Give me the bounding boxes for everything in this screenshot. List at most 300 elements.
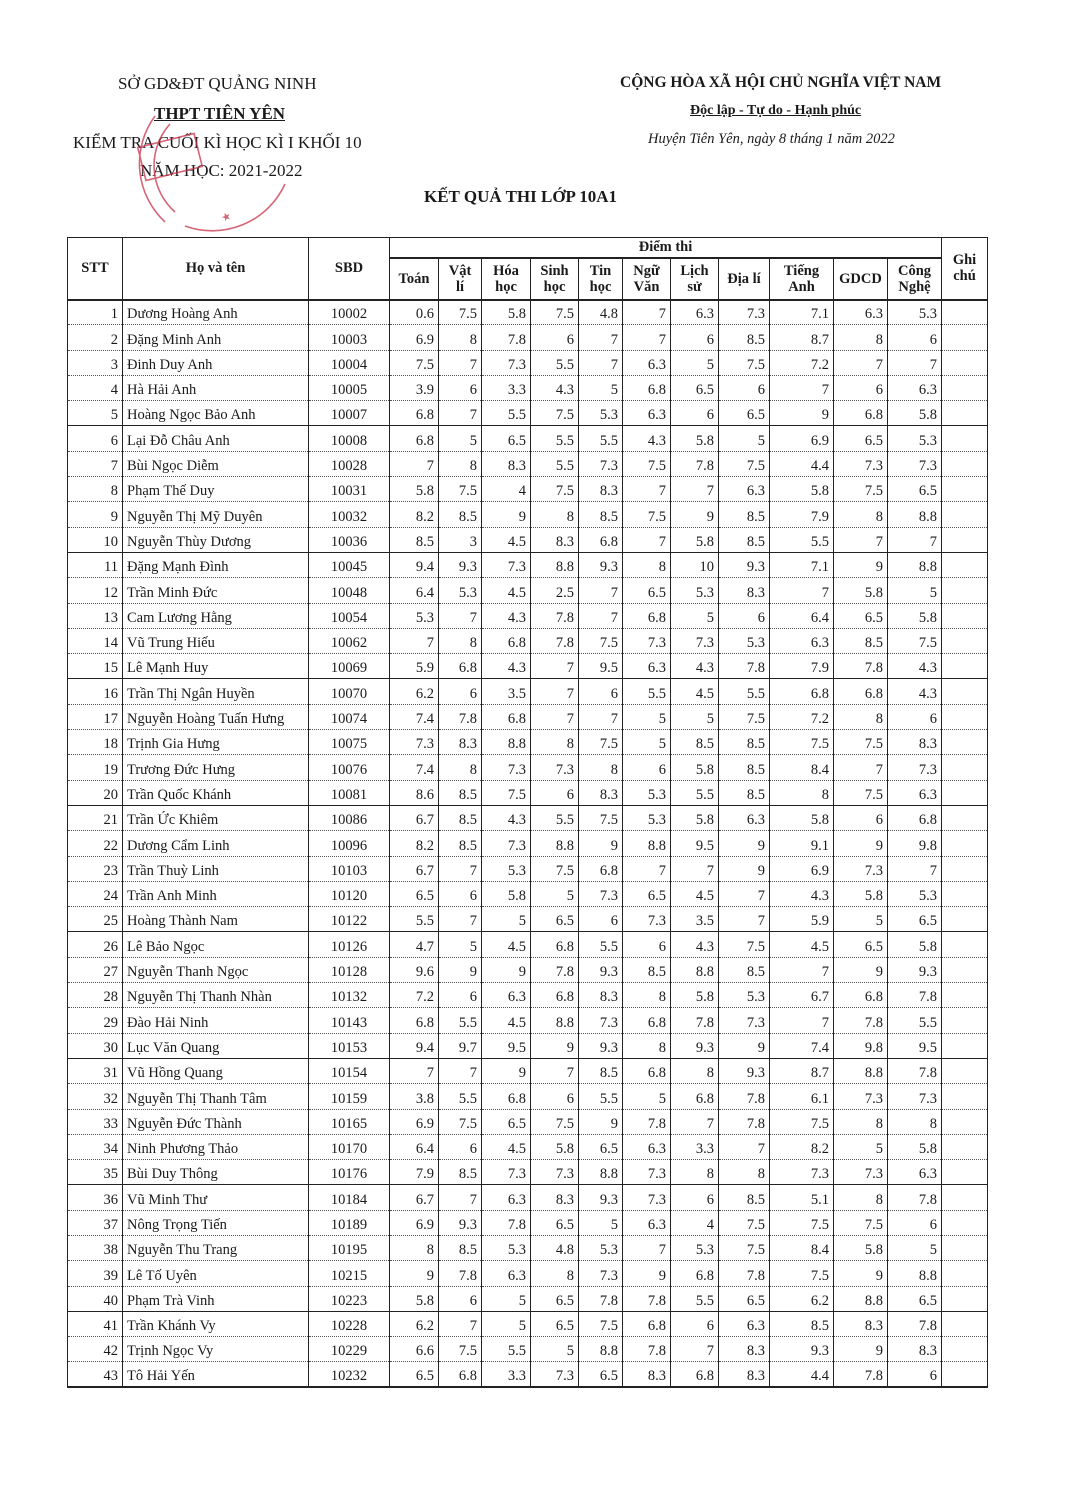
score-cell: 7.8	[482, 1210, 531, 1235]
note-cell	[942, 401, 988, 426]
score-cell: 7.5	[834, 477, 888, 502]
score-cell: 7.5	[439, 1337, 482, 1362]
score-cell: 4.3	[531, 375, 579, 400]
score-cell: 5.8	[531, 1134, 579, 1159]
score-cell: 7	[531, 679, 579, 704]
score-cell: 7	[770, 375, 834, 400]
score-cell: 7	[770, 578, 834, 603]
score-cell: 7.3	[482, 350, 531, 375]
document-title: KẾT QUẢ THI LỚP 10A1	[424, 187, 618, 206]
header-subject: Tin học	[579, 258, 623, 300]
sbd-cell: 10154	[309, 1058, 390, 1083]
score-cell: 6.8	[834, 679, 888, 704]
score-cell: 6	[671, 1185, 719, 1210]
score-cell: 7.3	[579, 1261, 623, 1286]
score-cell: 7.8	[671, 451, 719, 476]
score-cell: 6.3	[623, 1134, 671, 1159]
score-cell: 7.3	[482, 1160, 531, 1185]
score-cell: 8.8	[579, 1160, 623, 1185]
score-cell: 9	[834, 957, 888, 982]
header-subject: Toán	[390, 258, 439, 300]
score-cell: 7.8	[439, 704, 482, 729]
score-cell: 7	[770, 1008, 834, 1033]
score-cell: 5	[482, 1311, 531, 1336]
score-cell: 8.5	[439, 1160, 482, 1185]
note-cell	[942, 831, 988, 856]
score-cell: 7	[439, 856, 482, 881]
score-cell: 7	[579, 325, 623, 350]
score-cell: 7.3	[770, 1160, 834, 1185]
score-cell: 4.3	[671, 654, 719, 679]
score-cell: 7.3	[579, 451, 623, 476]
score-cell: 5.9	[390, 654, 439, 679]
score-cell: 7.2	[390, 983, 439, 1008]
sbd-cell: 10170	[309, 1134, 390, 1159]
score-cell: 7	[439, 907, 482, 932]
score-cell: 6.8	[482, 1084, 531, 1109]
header-name: Họ và tên	[123, 238, 309, 300]
score-cell: 5.8	[390, 1286, 439, 1311]
score-cell: 5	[623, 730, 671, 755]
score-cell: 8	[439, 325, 482, 350]
score-cell: 7.8	[623, 1109, 671, 1134]
note-cell	[942, 957, 988, 982]
score-cell: 9.6	[390, 957, 439, 982]
score-cell: 9.8	[834, 1033, 888, 1058]
stt-cell: 24	[68, 881, 123, 906]
student-name-cell: Vũ Trung Hiếu	[123, 628, 309, 653]
score-cell: 7.2	[770, 350, 834, 375]
table-row	[68, 1033, 988, 1058]
sbd-cell: 10086	[309, 805, 390, 830]
score-cell: 6.9	[390, 325, 439, 350]
score-cell: 8.5	[439, 831, 482, 856]
table-row	[68, 881, 988, 906]
stt-cell: 22	[68, 831, 123, 856]
note-cell	[942, 1109, 988, 1134]
note-cell	[942, 375, 988, 400]
table-row	[68, 907, 988, 932]
header-subject: Tiếng Anh	[770, 258, 834, 300]
score-cell: 7.5	[834, 1210, 888, 1235]
score-cell: 6.5	[531, 1311, 579, 1336]
score-cell: 8.5	[439, 805, 482, 830]
score-cell: 7.8	[482, 325, 531, 350]
table-row	[68, 831, 988, 856]
table-row	[68, 603, 988, 628]
score-cell: 8.4	[770, 1235, 834, 1260]
score-cell: 6.8	[579, 527, 623, 552]
table-row	[68, 957, 988, 982]
sbd-cell: 10036	[309, 527, 390, 552]
score-cell: 6.5	[834, 603, 888, 628]
score-cell: 4.3	[671, 932, 719, 957]
score-cell: 5.5	[579, 932, 623, 957]
score-cell: 7.3	[531, 755, 579, 780]
score-cell: 6.3	[623, 401, 671, 426]
student-name-cell: Nguyễn Thùy Dương	[123, 527, 309, 552]
score-cell: 7.1	[770, 552, 834, 577]
table-row	[68, 502, 988, 527]
score-cell: 8	[671, 1160, 719, 1185]
score-cell: 5	[531, 881, 579, 906]
score-cell: 5	[579, 375, 623, 400]
score-cell: 4.3	[888, 654, 942, 679]
table-row	[68, 1185, 988, 1210]
score-cell: 7	[671, 1337, 719, 1362]
sbd-cell: 10005	[309, 375, 390, 400]
score-cell: 6.7	[770, 983, 834, 1008]
note-cell	[942, 679, 988, 704]
score-cell: 8.5	[390, 527, 439, 552]
score-cell: 6.5	[888, 1286, 942, 1311]
score-cell: 6	[834, 375, 888, 400]
score-cell: 8.5	[671, 730, 719, 755]
score-cell: 6	[579, 679, 623, 704]
score-cell: 8.3	[623, 1362, 671, 1387]
sbd-cell: 10229	[309, 1337, 390, 1362]
score-cell: 5.8	[770, 805, 834, 830]
score-cell: 6.3	[888, 780, 942, 805]
stt-cell: 6	[68, 426, 123, 451]
stt-cell: 26	[68, 932, 123, 957]
score-cell: 6.7	[390, 856, 439, 881]
student-name-cell: Trần Ức Khiêm	[123, 805, 309, 830]
school-name: THPT TIÊN YÊN	[154, 104, 286, 123]
note-cell	[942, 527, 988, 552]
score-cell: 7.3	[888, 1084, 942, 1109]
stt-cell: 30	[68, 1033, 123, 1058]
score-cell: 6.8	[623, 375, 671, 400]
score-cell: 4.5	[671, 881, 719, 906]
student-name-cell: Nông Trọng Tiến	[123, 1210, 309, 1235]
score-cell: 5.8	[482, 300, 531, 325]
score-cell: 8	[834, 1109, 888, 1134]
score-cell: 9	[579, 831, 623, 856]
score-cell: 7.3	[834, 451, 888, 476]
score-cell: 6.8	[671, 1362, 719, 1387]
score-cell: 9.3	[439, 552, 482, 577]
sbd-cell: 10002	[309, 300, 390, 325]
score-cell: 5	[531, 1337, 579, 1362]
score-cell: 5.5	[531, 451, 579, 476]
country-name: CỘNG HÒA XÃ HỘI CHỦ NGHĨA VIỆT NAM	[620, 74, 942, 91]
score-cell: 8.5	[719, 527, 770, 552]
sbd-cell: 10075	[309, 730, 390, 755]
score-cell: 7.4	[390, 755, 439, 780]
note-cell	[942, 983, 988, 1008]
score-cell: 6.9	[390, 1109, 439, 1134]
note-cell	[942, 1008, 988, 1033]
score-cell: 8.8	[482, 730, 531, 755]
sbd-cell: 10153	[309, 1033, 390, 1058]
score-cell: 5	[834, 907, 888, 932]
score-cell: 5.8	[770, 477, 834, 502]
sbd-cell: 10069	[309, 654, 390, 679]
stt-cell: 41	[68, 1311, 123, 1336]
table-row	[68, 1058, 988, 1083]
score-cell: 7	[834, 755, 888, 780]
sbd-cell: 10128	[309, 957, 390, 982]
student-name-cell: Đặng Minh Anh	[123, 325, 309, 350]
note-cell	[942, 1235, 988, 1260]
student-name-cell: Trịnh Gia Hưng	[123, 730, 309, 755]
score-cell: 4.3	[482, 654, 531, 679]
score-cell: 7	[623, 1235, 671, 1260]
score-cell: 6.4	[770, 603, 834, 628]
score-cell: 8.8	[579, 1337, 623, 1362]
score-cell: 7.3	[719, 1008, 770, 1033]
note-cell	[942, 1033, 988, 1058]
stt-cell: 1	[68, 300, 123, 325]
table-row	[68, 1261, 988, 1286]
score-cell: 3.5	[671, 907, 719, 932]
agency-name: SỞ GD&ĐT QUẢNG NINH	[118, 74, 317, 93]
score-cell: 9.3	[770, 1337, 834, 1362]
stt-cell: 4	[68, 375, 123, 400]
score-cell: 7.8	[719, 1084, 770, 1109]
score-cell: 6.5	[719, 1286, 770, 1311]
score-cell: 7.3	[834, 1084, 888, 1109]
score-cell: 5.9	[770, 907, 834, 932]
note-cell	[942, 603, 988, 628]
score-cell: 7.5	[579, 1311, 623, 1336]
score-cell: 6	[671, 325, 719, 350]
sbd-cell: 10215	[309, 1261, 390, 1286]
score-cell: 6.8	[623, 1058, 671, 1083]
student-name-cell: Đào Hải Ninh	[123, 1008, 309, 1033]
student-name-cell: Nguyễn Thu Trang	[123, 1235, 309, 1260]
sbd-cell: 10048	[309, 578, 390, 603]
score-cell: 6.8	[770, 679, 834, 704]
table-row	[68, 1109, 988, 1134]
score-cell: 9.5	[579, 654, 623, 679]
table-row	[68, 654, 988, 679]
note-cell	[942, 628, 988, 653]
score-cell: 6.8	[834, 401, 888, 426]
stt-cell: 10	[68, 527, 123, 552]
score-cell: 7.5	[439, 300, 482, 325]
score-cell: 6.3	[770, 628, 834, 653]
score-cell: 5	[482, 907, 531, 932]
note-cell	[942, 1134, 988, 1159]
score-cell: 9.5	[482, 1033, 531, 1058]
score-cell: 8.5	[719, 325, 770, 350]
score-cell: 5	[671, 704, 719, 729]
score-cell: 7.5	[888, 628, 942, 653]
score-cell: 7	[531, 704, 579, 729]
score-cell: 6.5	[623, 578, 671, 603]
sbd-cell: 10176	[309, 1160, 390, 1185]
score-cell: 8	[834, 1185, 888, 1210]
sbd-cell: 10070	[309, 679, 390, 704]
student-name-cell: Hà Hải Anh	[123, 375, 309, 400]
sbd-cell: 10008	[309, 426, 390, 451]
score-cell: 8.8	[531, 552, 579, 577]
score-cell: 4.5	[671, 679, 719, 704]
score-cell: 2.5	[531, 578, 579, 603]
score-cell: 9.3	[671, 1033, 719, 1058]
score-cell: 3.8	[390, 1084, 439, 1109]
score-cell: 4.5	[482, 1008, 531, 1033]
note-cell	[942, 1362, 988, 1387]
score-cell: 7	[439, 603, 482, 628]
score-cell: 4.8	[579, 300, 623, 325]
sbd-cell: 10004	[309, 350, 390, 375]
table-row	[68, 426, 988, 451]
issue-date: Huyện Tiên Yên, ngày 8 tháng 1 năm 2022	[648, 131, 895, 147]
score-cell: 8.3	[888, 730, 942, 755]
stt-cell: 17	[68, 704, 123, 729]
sbd-cell: 10032	[309, 502, 390, 527]
score-cell: 8.7	[770, 1058, 834, 1083]
sbd-cell: 10126	[309, 932, 390, 957]
score-cell: 6.1	[770, 1084, 834, 1109]
sbd-cell: 10076	[309, 755, 390, 780]
stt-cell: 21	[68, 805, 123, 830]
score-cell: 8.2	[390, 831, 439, 856]
score-cell: 6	[439, 1286, 482, 1311]
score-cell: 8	[439, 755, 482, 780]
sbd-cell: 10074	[309, 704, 390, 729]
student-name-cell: Lê Tố Uyên	[123, 1261, 309, 1286]
score-cell: 7.5	[439, 1109, 482, 1134]
score-cell: 7.3	[834, 1160, 888, 1185]
score-cell: 9.3	[579, 957, 623, 982]
score-cell: 8	[531, 730, 579, 755]
score-cell: 6.5	[531, 907, 579, 932]
score-cell: 6	[439, 1134, 482, 1159]
score-cell: 9	[390, 1261, 439, 1286]
score-cell: 7.5	[579, 730, 623, 755]
score-cell: 8.5	[719, 730, 770, 755]
stt-cell: 8	[68, 477, 123, 502]
score-cell: 6	[888, 704, 942, 729]
score-cell: 8.8	[834, 1286, 888, 1311]
score-cell: 7.3	[482, 831, 531, 856]
stt-cell: 13	[68, 603, 123, 628]
score-cell: 7	[623, 527, 671, 552]
note-cell	[942, 350, 988, 375]
score-cell: 7	[888, 527, 942, 552]
sbd-cell: 10122	[309, 907, 390, 932]
score-cell: 8.7	[770, 325, 834, 350]
score-cell: 4.5	[770, 932, 834, 957]
score-cell: 9	[770, 401, 834, 426]
header-stt: STT	[68, 238, 123, 300]
score-cell: 9.8	[888, 831, 942, 856]
score-cell: 5.3	[719, 983, 770, 1008]
score-cell: 7.8	[888, 1185, 942, 1210]
score-cell: 9	[834, 831, 888, 856]
score-cell: 7.3	[623, 907, 671, 932]
score-cell: 7.3	[623, 1185, 671, 1210]
score-cell: 6.8	[531, 983, 579, 1008]
student-name-cell: Hoàng Ngọc Bảo Anh	[123, 401, 309, 426]
score-cell: 7.8	[439, 1261, 482, 1286]
score-cell: 8.5	[579, 1058, 623, 1083]
score-cell: 7.3	[482, 755, 531, 780]
sbd-cell: 10232	[309, 1362, 390, 1387]
table-row	[68, 1235, 988, 1260]
score-cell: 6.5	[531, 1210, 579, 1235]
score-cell: 6.8	[482, 628, 531, 653]
score-cell: 6.5	[834, 932, 888, 957]
score-cell: 0.6	[390, 300, 439, 325]
score-cell: 6.8	[439, 654, 482, 679]
table-row	[68, 679, 988, 704]
stt-cell: 43	[68, 1362, 123, 1387]
score-cell: 5	[439, 426, 482, 451]
table-row	[68, 325, 988, 350]
score-cell: 5.5	[439, 1008, 482, 1033]
score-cell: 7.5	[719, 1235, 770, 1260]
student-name-cell: Cam Lương Hằng	[123, 603, 309, 628]
note-cell	[942, 730, 988, 755]
stt-cell: 42	[68, 1337, 123, 1362]
table-row	[68, 1084, 988, 1109]
score-cell: 7	[623, 325, 671, 350]
student-name-cell: Phạm Thế Duy	[123, 477, 309, 502]
score-cell: 7.3	[719, 300, 770, 325]
score-cell: 8.3	[888, 1337, 942, 1362]
header-subject: Công Nghệ	[888, 258, 942, 300]
score-cell: 7.9	[390, 1160, 439, 1185]
score-cell: 7.3	[579, 1008, 623, 1033]
score-cell: 6	[719, 375, 770, 400]
score-cell: 7	[834, 527, 888, 552]
score-cell: 6.5	[888, 477, 942, 502]
note-cell	[942, 1210, 988, 1235]
score-cell: 7.5	[531, 1109, 579, 1134]
score-cell: 5.5	[531, 350, 579, 375]
score-cell: 6.8	[671, 1084, 719, 1109]
score-cell: 6	[671, 1311, 719, 1336]
table-row	[68, 932, 988, 957]
score-cell: 7	[579, 603, 623, 628]
score-cell: 8	[579, 755, 623, 780]
score-cell: 9	[671, 502, 719, 527]
score-cell: 7.3	[623, 1160, 671, 1185]
score-cell: 7.8	[531, 603, 579, 628]
score-cell: 7.3	[834, 856, 888, 881]
table-row	[68, 704, 988, 729]
score-cell: 5.5	[439, 1084, 482, 1109]
score-cell: 8	[623, 1033, 671, 1058]
score-cell: 8.8	[888, 552, 942, 577]
score-cell: 8.2	[770, 1134, 834, 1159]
score-cell: 7	[390, 1058, 439, 1083]
sbd-cell: 10189	[309, 1210, 390, 1235]
score-cell: 6.3	[623, 1210, 671, 1235]
score-cell: 8	[719, 1160, 770, 1185]
score-cell: 10	[671, 552, 719, 577]
student-name-cell: Lê Bảo Ngọc	[123, 932, 309, 957]
score-cell: 5	[623, 1084, 671, 1109]
score-cell: 7.8	[719, 1261, 770, 1286]
score-cell: 7.8	[888, 983, 942, 1008]
score-cell: 8.6	[390, 780, 439, 805]
score-cell: 7	[671, 477, 719, 502]
score-cell: 4.5	[482, 578, 531, 603]
score-cell: 8.8	[531, 1008, 579, 1033]
note-cell	[942, 426, 988, 451]
score-cell: 6	[579, 907, 623, 932]
stt-cell: 9	[68, 502, 123, 527]
student-name-cell: Trần Khánh Vy	[123, 1311, 309, 1336]
exam-name: KIỂM TRA CUỐI KÌ HỌC KÌ I KHỐI 10	[73, 133, 362, 152]
score-cell: 8	[888, 1109, 942, 1134]
